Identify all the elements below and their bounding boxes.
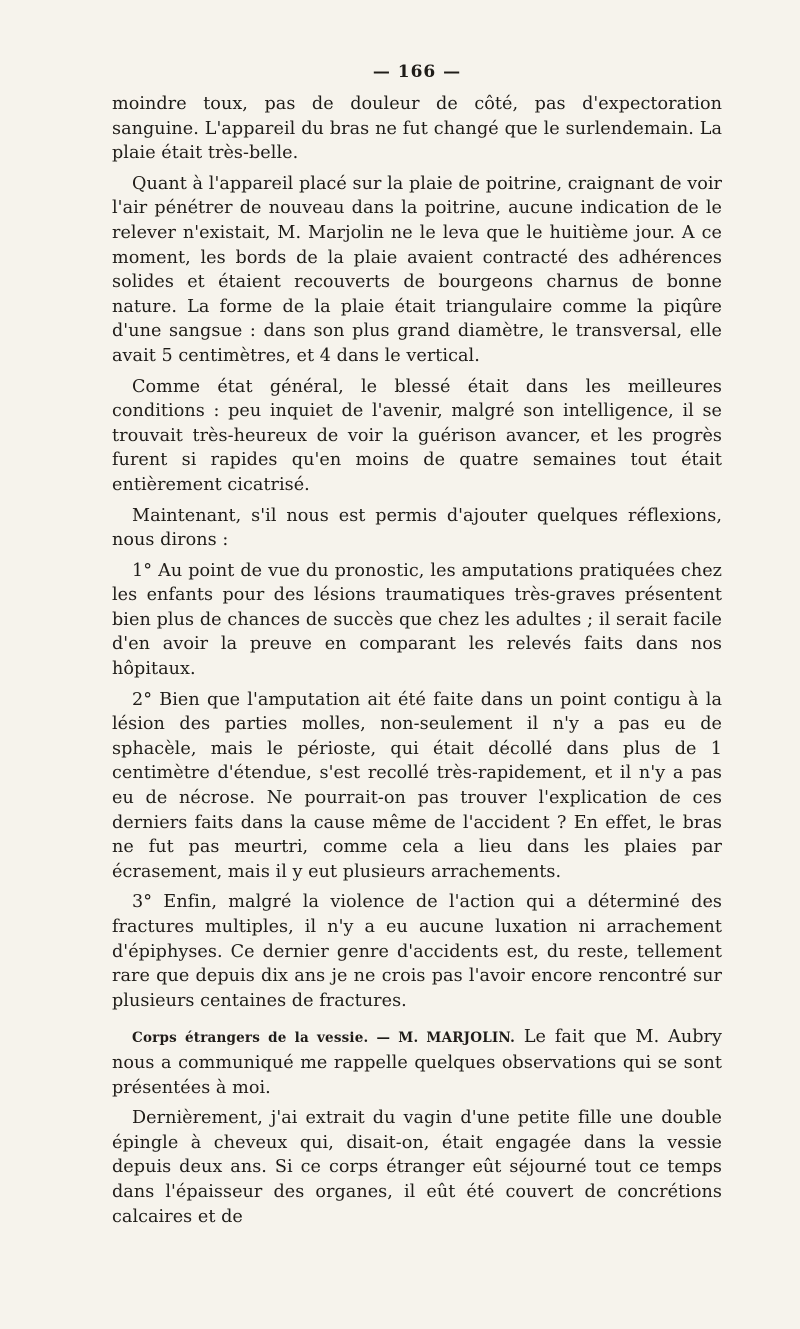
book-page <box>112 62 722 1229</box>
section-heading: Corps étrangers de la vessie. — M. MARJOLIN. <box>132 1030 515 1047</box>
paragraph-general-state: Comme état général, le blessé était dans les meilleures conditions : peu inquiet de l'avenir, malgré son intelligence, il se trouvait très-heureux de voir la guérison avancer, et les progrès furent si rapides qu'en moins de quatre semaines tout était entièrement cicatrisé. <box>112 376 722 495</box>
page-number-header: — 166 — <box>372 62 462 82</box>
paragraph-point-1: 1° Au point de vue du pronostic, les amputations pratiquées chez les enfants pour des lésions traumatiques très-graves présentent bien plus de chances de succès que chez les adultes ; il serait facile d'en avoir la preuve en comparant les relevés faits dans nos hôpitaux. <box>112 560 722 680</box>
paragraph-point-3: 3° Enfin, malgré la violence de l'action qui a déterminé des fractures multiples, il n'y a eu aucune luxation ni arrachement d'épiphyses. Ce dernier genre d'accidents est, du reste, tellement rare que depuis dix ans je ne crois pas l'avoir encore rencontré sur plusieurs centaines de fractures. <box>112 892 722 1011</box>
paragraph-dressing: Quant à l'appareil placé sur la plaie de poitrine, craignant de voir l'air pénétrer de nouveau dans la poitrine, aucune indication de le relever n'existait, M. Marjolin ne le leva que le huitième jour. A ce moment, les bords de la plaie avaient contracté des adhérences solides et étaient recouverts de bourgeons charnus de bonne nature. La forme de la plaie était triangulaire comme la piqûre d'une sangsue : dans son plus grand diamètre, le transversal, elle avait 5 centimètres, et 4 dans le vertical. <box>112 173 722 366</box>
paragraph-closing: Dernièrement, j'ai extrait du vagin d'une petite fille une double épingle à cheveux qui, disait-on, était engagée dans la vessie depuis deux ans. Si ce corps étranger eût séjourné tout ce temps dans l'épaisseur des organes, il eût été couvert de concrétions calcaires et de <box>112 1108 722 1227</box>
section-text: Le fait que M. Aubry nous a communiqué me rappelle quelques observations qui se sont présentées à moi. <box>112 1027 722 1098</box>
paragraph-reflections-intro: Maintenant, s'il nous est permis d'ajouter quelques réflexions, nous dirons : <box>112 505 722 551</box>
paragraph-point-2: 2° Bien que l'amputation ait été faite dans un point contigu à la lésion des parties molles, non-seulement il n'y a pas eu de sphacèle, mais le périoste, qui était décollé dans plus de 1 centimètre d'étendue, s'est recollé très-rapidement, et il n'y a pas eu de nécrose. Ne pourrait-on pas trouver l'explication de ces derniers faits dans la cause même de l'accident ? En effet, le bras ne fut pas meurtri, comme cela a lieu dans les plaies par écrasement, mais il y eut plusieurs arrachements. <box>112 689 722 882</box>
paragraph-continuation: moindre toux, pas de douleur de côté, pas d'expectoration sanguine. L'appareil du bras ne fut changé que le surlendemain. La plaie était très-belle. <box>112 94 722 164</box>
section-paragraph <box>112 1025 722 1100</box>
